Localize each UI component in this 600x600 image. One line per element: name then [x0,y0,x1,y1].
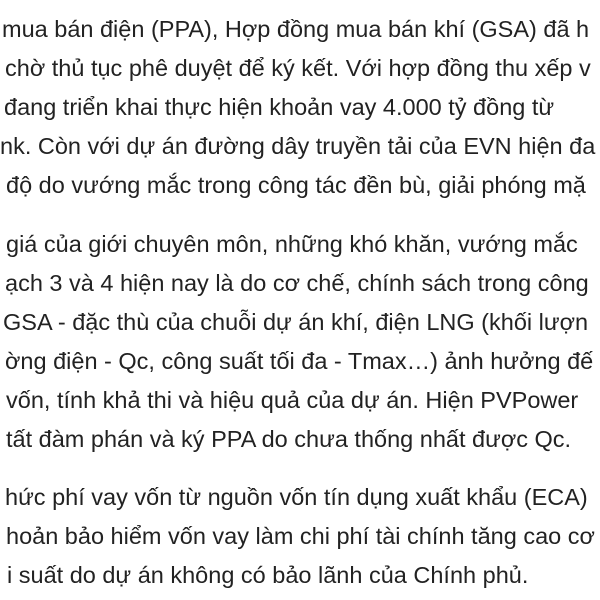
text-line: mua bán điện (PPA), Hợp đồng mua bán khí (GSA) đã h [2,16,590,42]
text-line: ạch 3 và 4 hiện nay là do cơ chế, chính sách trong công [5,269,589,296]
paragraph-3 [0,478,600,595]
paragraph-1 [0,10,600,205]
text-line: GSA - đặc thù của chuỗi dự án khí, điện LNG (khối lượn [3,308,589,335]
text-line: hoản bảo hiểm vốn vay làm chi phí tài chính tăng cao cơ [6,523,595,549]
text-line: ờng điện - Qc, công suất tối đa - Tmax…) ảnh hưởng đế [5,347,594,374]
text-line: hức phí vay vốn từ nguồn vốn tín dụng xuất khẩu (ECA) [5,484,588,510]
text-line: tất đàm phán và ký PPA do chưa thống nhất được Qc. [6,425,572,452]
paragraph-2 [0,225,600,459]
text-line: chờ thủ tục phê duyệt để ký kết. Với hợp đồng thu xếp v [5,55,591,81]
text-line: đang triển khai thực hiện khoản vay 4.000 tỷ đồng từ [4,94,555,120]
text-line: i suất do dự án không có bảo lãnh của Chính phủ. [7,562,529,588]
text-line: vốn, tính khả thi và hiệu quả của dự án. Hiện PVPower [6,386,579,413]
text-line: giá của giới chuyên môn, những khó khăn, vướng mắc [6,230,578,257]
text-line: độ do vướng mắc trong công tác đền bù, giải phóng mặ [6,172,586,198]
text-line: nk. Còn với dự án đường dây truyền tải của EVN hiện đa [0,133,596,159]
